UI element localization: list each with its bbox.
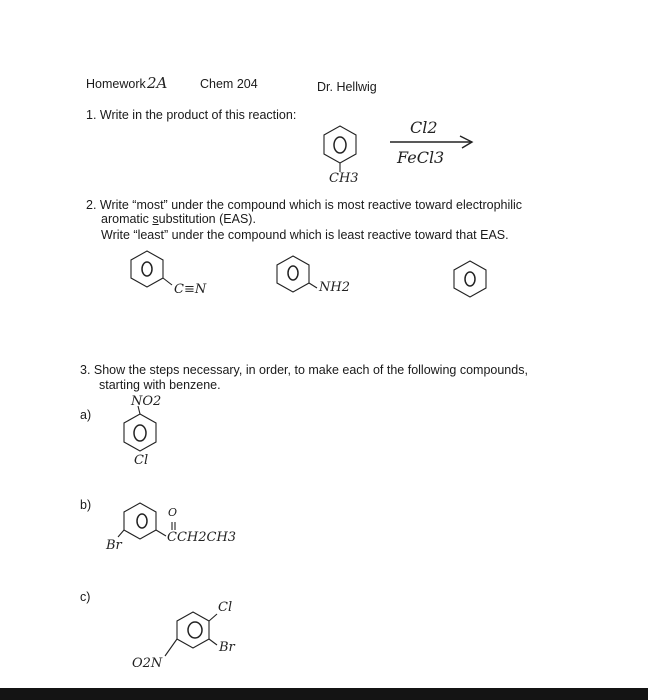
course-name: Chem 204 — [200, 77, 258, 91]
part-b-carbonyl-oxygen: O — [168, 506, 178, 519]
benzonitrile-substituent: C≡N — [174, 282, 207, 297]
aniline-ring — [277, 256, 317, 292]
question-3-line-1: 3. Show the steps necessary, in order, to make each of the following compounds, — [80, 363, 528, 377]
part-a-bottom-substituent: Cl — [134, 453, 149, 468]
question-2-line-2 — [101, 212, 256, 226]
q3c-ring — [165, 612, 217, 656]
q3a-ring — [124, 406, 156, 451]
benzene-ring — [454, 261, 486, 297]
part-b-left-substituent: Br — [106, 538, 122, 553]
reaction-arrow — [390, 136, 472, 148]
q1-reagent-top: Cl2 — [410, 118, 438, 137]
q1-benzene-ring — [324, 126, 356, 172]
q1-substituent: CH3 — [329, 171, 359, 186]
question-2-line-3: Write “least” under the compound which is least reactive toward that EAS. — [101, 228, 509, 242]
scan-edge — [0, 688, 648, 700]
part-a-label: a) — [80, 408, 92, 422]
aniline-substituent: NH2 — [319, 280, 350, 295]
part-c-label: c) — [80, 590, 91, 604]
q2-line2-part: aromatic — [101, 212, 153, 226]
part-c-bottom-right-substituent: Br — [219, 640, 235, 655]
q2-line2-underlined: s — [152, 212, 159, 226]
instructor-name: Dr. Hellwig — [317, 80, 377, 94]
question-2-line-1: 2. Write “most” under the compound which is most reactive toward electrophilic — [86, 198, 523, 212]
part-b-acyl-chain: CCH2CH3 — [167, 530, 237, 545]
homework-label: Homework — [86, 77, 146, 91]
part-c-bottom-left-substituent: O2N — [132, 656, 163, 671]
homework-number: 2A — [147, 74, 168, 92]
question-3-line-2: starting with benzene. — [99, 378, 221, 392]
q1-reagent-bottom: FeCl3 — [397, 148, 445, 167]
part-b-label: b) — [80, 498, 92, 512]
q2-line2-part: ubstitution (EAS). — [158, 212, 256, 226]
part-c-top-right-substituent: Cl — [218, 600, 233, 615]
part-a-top-substituent: NO2 — [131, 394, 162, 409]
benzonitrile-ring — [131, 251, 172, 287]
question-1-text: 1. Write in the product of this reaction: — [86, 108, 297, 122]
